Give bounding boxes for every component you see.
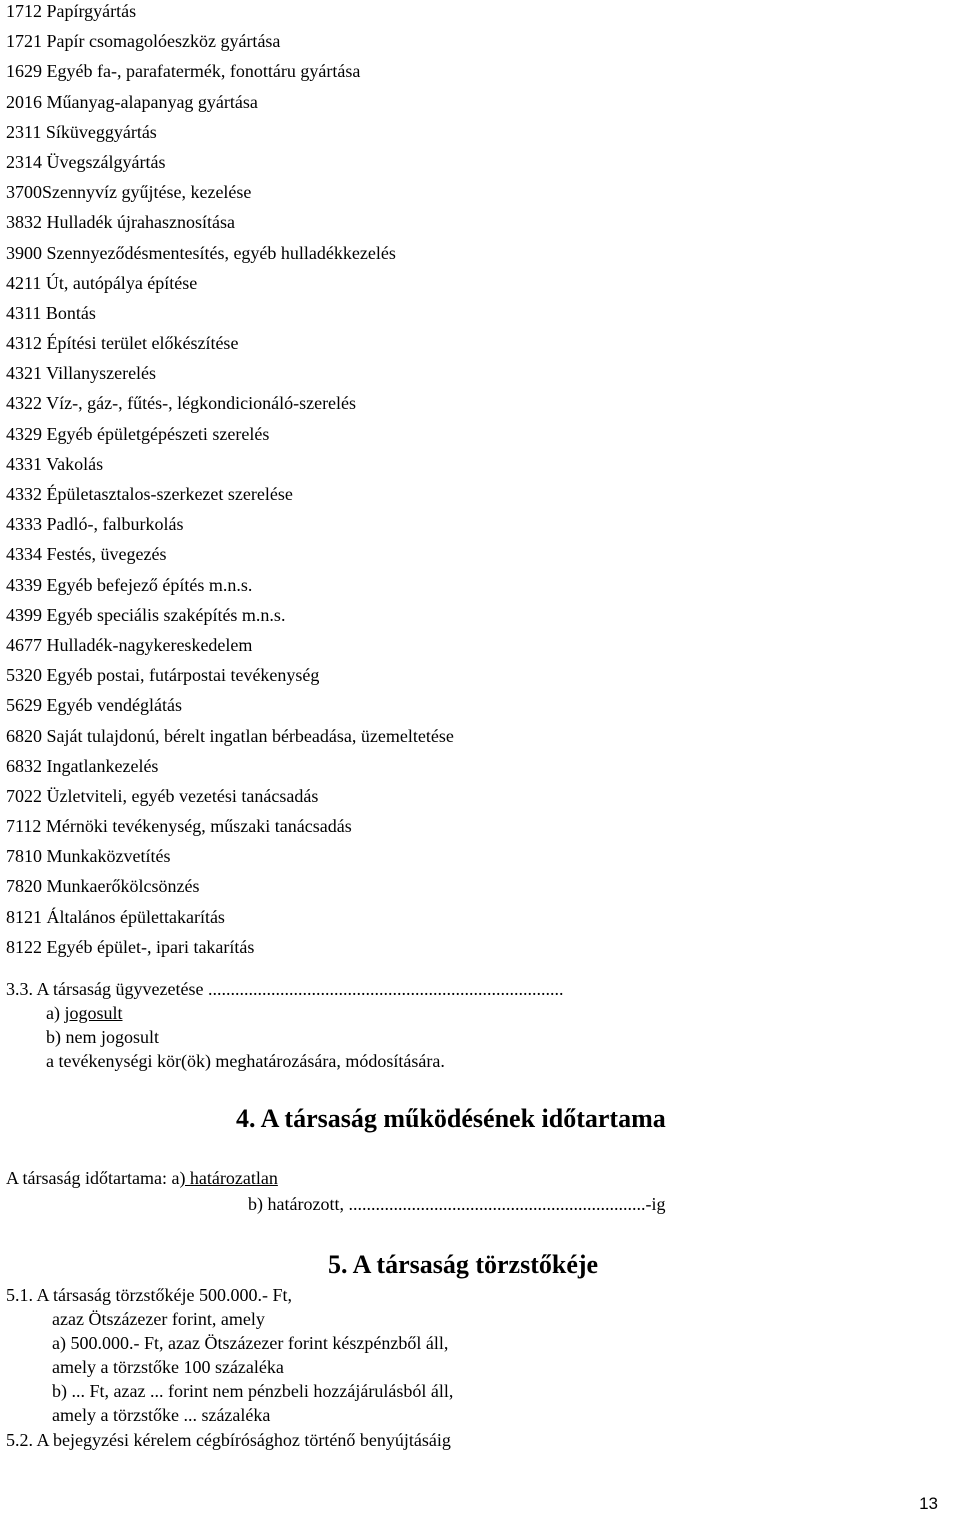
section-4-duration-b: b) határozott, ..................................................................-ig [248, 1194, 666, 1214]
activity-code-item: 7820 Munkaerőkölcsönzés [6, 876, 200, 897]
section-3-3-scope: a tevékenységi kör(ök) meghatározására, módosítására. [46, 1051, 445, 1071]
activity-code-list [6, 0, 454, 966]
activity-code-item: 8121 Általános épülettakarítás [6, 906, 225, 927]
activity-code-item: 8122 Egyéb épület-, ipari takarítás [6, 936, 255, 957]
section-4-duration-a [6, 1167, 278, 1189]
activity-code-item: 4334 Festés, üvegezés [6, 544, 167, 565]
section-5-1: 5.1. A társaság törzstőkéje 500.000.- Ft, [6, 1285, 292, 1305]
section-5-1-a: a) 500.000.- Ft, azaz Ötszázezer forint készpénzből áll, [52, 1333, 449, 1353]
activity-code-item: 4331 Vakolás [6, 453, 104, 474]
activity-code-item: 4677 Hulladék-nagykereskedelem [6, 634, 253, 655]
option-a-prefix: a) [46, 1003, 65, 1023]
activity-code-item: 4321 Villanyszerelés [6, 363, 157, 384]
section-5-2: 5.2. A bejegyzési kérelem cégbírósághoz történő benyújtásáig [6, 1430, 451, 1450]
page-number: 13 [919, 1494, 938, 1513]
section-5-1-a-share: amely a törzstőke 100 százaléka [52, 1357, 284, 1377]
activity-code-item: 3832 Hulladék újrahasznosítása [6, 212, 235, 233]
activity-code-item: 4399 Egyéb speciális szaképítés m.n.s. [6, 604, 286, 625]
activity-code-item: 4329 Egyéb épületgépészeti szerelés [6, 423, 270, 444]
activity-code-item: 6820 Saját tulajdonú, bérelt ingatlan bérbeadása, üzemeltetése [6, 725, 454, 746]
activity-code-item: 2314 Üvegszálgyártás [6, 151, 166, 172]
activity-code-item: 4312 Építési terület előkészítése [6, 333, 239, 354]
activity-code-item: 7810 Munkaközvetítés [6, 846, 171, 867]
activity-code-item: 2016 Műanyag-alapanyag gyártása [6, 91, 258, 112]
duration-indefinite: ) határozatlan [179, 1168, 278, 1188]
activity-code-item: 6832 Ingatlankezelés [6, 755, 159, 776]
section-3-3-option-b: b) nem jogosult [46, 1027, 159, 1047]
activity-code-item: 1721 Papír csomagolóeszköz gyártása [6, 31, 281, 52]
activity-code-item: 7112 Mérnöki tevékenység, műszaki tanácsadás [6, 816, 352, 837]
section-5-1-amount-words: azaz Ötszázezer forint, amely [52, 1309, 265, 1329]
activity-code-item: 4211 Út, autópálya építése [6, 272, 198, 293]
activity-code-item: 1712 Papírgyártás [6, 1, 137, 21]
duration-prefix: A társaság időtartama: a [6, 1168, 180, 1188]
section-5-1-b-share: amely a törzstőke ... százaléka [52, 1405, 271, 1425]
activity-code-item: 4339 Egyéb befejező építés m.n.s. [6, 574, 253, 595]
activity-code-item: 4332 Épületasztalos-szerkezet szerelése [6, 484, 293, 504]
activity-code-item: 5320 Egyéb postai, futárpostai tevékenység [6, 665, 320, 686]
activity-code-item: 2311 Síküveggyártás [6, 121, 157, 142]
activity-code-item: 5629 Egyéb vendéglátás [6, 695, 182, 716]
activity-code-item: 1629 Egyéb fa-, parafatermék, fonottáru gyártása [6, 61, 361, 82]
section-5-heading: 5. A társaság törzstőkéje [328, 1250, 599, 1279]
section-3-3-option-a [46, 1002, 123, 1024]
activity-code-item: 4311 Bontás [6, 302, 96, 323]
section-5-1-b: b) ... Ft, azaz ... forint nem pénzbeli hozzájárulásból áll, [52, 1381, 454, 1401]
activity-code-item: 4322 Víz-, gáz-, fűtés-, légkondicionáló-szerelés [6, 393, 357, 414]
activity-code-item: 3900 Szennyeződésmentesítés, egyéb hulladékkezelés [6, 242, 396, 263]
option-a-label: jogosult [64, 1003, 123, 1023]
activity-code-item: 4333 Padló-, falburkolás [6, 514, 184, 535]
activity-code-item: 3700Szennyvíz gyűjtése, kezelése [6, 182, 252, 203]
section-3-3-title: 3.3. A társaság ügyvezetése ............................................................................... [6, 979, 564, 999]
section-4-heading: 4. A társaság működésének időtartama [236, 1104, 666, 1133]
activity-code-item: 7022 Üzletviteli, egyéb vezetési tanácsadás [6, 785, 319, 806]
